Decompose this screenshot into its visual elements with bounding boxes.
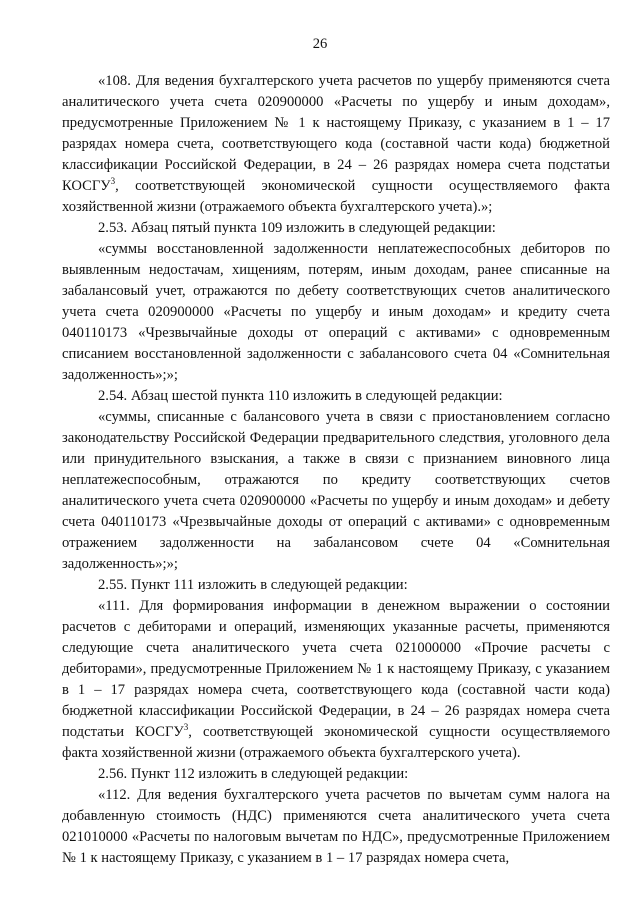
paragraph-111: «111. Для формирования информации в денежном выражении о состоянии расчетов с дебиторами и операций, изменяющих указанные расчеты, применяются следующие счета аналитического учета счета 021000000 «Прочие расчеты с дебиторами», предусмотренные Приложением № 1 к настоящему Приказу, с указанием в 1 – 17 разрядах номера счета, соответствующего кода (составной части кода) бюджетной классификации Российской Федерации, в 24 – 26 разрядах номера счета подстатьи КОСГУ$^3$, соответствующей экономической сущности осуществляемого факта хозяйственной жизни (отражаемого объекта бухгалтерского учета). <box>62 598 611 761</box>
paragraph-2-56: 2.56. Пункт 112 изложить в следующей редакции: <box>98 766 409 782</box>
footnote-ref: 3 <box>183 722 189 733</box>
paragraph-110-text: «суммы, списанные с балансового учета в связи с приостановлением согласно законодательству Российской Федерации предварительного следствия, уголовного дела или принудительного взыскания, а также в связи с признанием виновного лица неплатежеспособным, отражаются по кредиту соответствующих счетов аналитического учета счета 020900000 «Расчеты по ущербу и иным доходам» и дебету счета 040110173 «Чрезвычайные доходы от операций с активами» с одновременным отражением задолженности на забалансовом счете 04 «Сомнительная задолженность»;»; <box>62 409 610 572</box>
paragraph-2-54: 2.54. Абзац шестой пункта 110 изложить в следующей редакции: <box>98 388 503 404</box>
page-number: 26 <box>312 36 328 52</box>
paragraph-109-text: «суммы восстановленной задолженности неплатежеспособных дебиторов по выявленным недостачам, хищениям, потерям, иным доходам, ранее списанные на забалансовый учет, отражаются по дебету соответствующих счетов аналитического учета счета 020900000 «Расчеты по ущербу и иным доходам» и кредиту счета 040110173 «Чрезвычайные доходы от операций с активами» с одновременным списанием восстановленной задолженности с забалансового счета 04 «Сомнительная задолженность»;»; <box>62 241 610 383</box>
footnote-ref: 3 <box>110 176 116 187</box>
paragraph-2-53: 2.53. Абзац пятый пункта 109 изложить в следующей редакции: <box>98 220 496 236</box>
paragraph-2-55: 2.55. Пункт 111 изложить в следующей редакции: <box>98 577 408 593</box>
paragraph-108: «108. Для ведения бухгалтерского учета расчетов по ущербу применяются счета аналитического учета счета 020900000 «Расчеты по ущербу и иным доходам», предусмотренные Приложением № 1 к настоящему Приказу, с указанием в 1 – 17 разрядах номера счета, соответствующего кода (составной части кода) бюджетной классификации Российской Федерации, в 24 – 26 разрядах номера счета подстатьи КОСГУ$^3$, соответствующей экономической сущности осуществляемого факта хозяйственной жизни (отражаемого объекта бухгалтерского учета).»; <box>62 73 610 215</box>
paragraph-112: «112. Для ведения бухгалтерского учета расчетов по вычетам сумм налога на добавленную стоимость (НДС) применяются счета аналитического учета счета 021010000 «Расчеты по налоговым вычетам по НДС», предусмотренные Приложением № 1 к настоящему Приказу, с указанием в 1 – 17 разрядах номера счета, <box>62 787 610 866</box>
document-body <box>62 71 610 869</box>
